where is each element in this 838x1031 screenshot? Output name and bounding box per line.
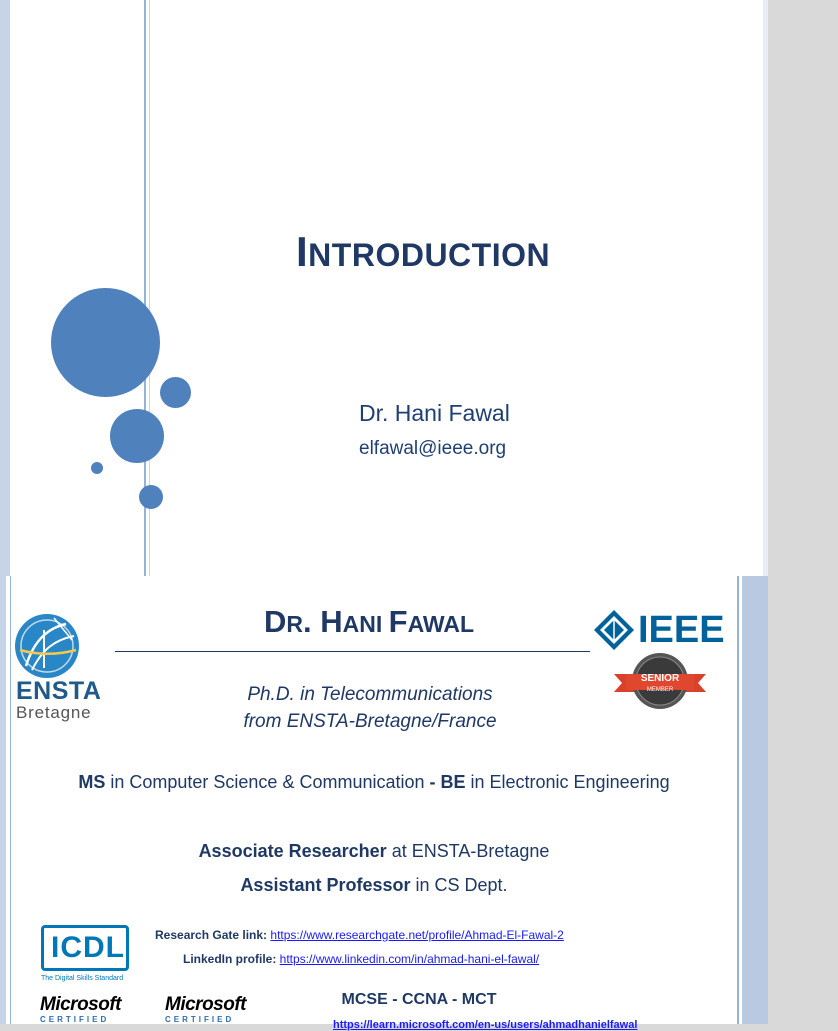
right-bar (763, 0, 768, 576)
icdl-tagline: The Digital Skills Standard (41, 975, 124, 982)
decor-circle-tiny (91, 462, 103, 474)
ensta-logo-text: ENSTA (16, 677, 102, 705)
title-underline (115, 651, 590, 652)
microsoft-logo-text: Microsoft (165, 994, 246, 1015)
slide-title: DR. HANI FAWAL (264, 604, 475, 639)
microsoft-certified-text: CERTIFIED (165, 1015, 235, 1024)
linkedin-link[interactable]: https://www.linkedin.com/in/ahmad-hani-el-fawal/ (279, 952, 540, 966)
microsoft-certified-text: CERTIFIED (40, 1015, 110, 1024)
decor-circle-medium (110, 409, 164, 463)
icdl-logo (41, 925, 135, 987)
phd-statement (210, 681, 530, 735)
degrees-line: MS in Computer Science & Communication - BE in Electronic Engineering (78, 772, 670, 792)
decor-circle-large (51, 288, 160, 397)
assistant-professor-line: Assistant Professor in CS Dept. (240, 875, 508, 895)
microsoft-learn-link[interactable]: https://learn.microsoft.com/en-us/users/ahmadhanielfawal (333, 1019, 638, 1031)
microsoft-logo-text: Microsoft (40, 994, 121, 1015)
phd-line-2: from ENSTA-Bretagne/France (243, 711, 497, 732)
senior-badge-text: SENIOR (640, 673, 680, 684)
certifications-line: MCSE - CCNA - MCT (341, 991, 497, 1008)
associate-researcher-line: Associate Researcher at ENSTA-Bretagne (198, 841, 550, 861)
icdl-logo-text: ICDL (51, 931, 125, 964)
decor-circle-small (139, 485, 163, 509)
phd-line-1: Ph.D. in Telecommunications (247, 684, 493, 705)
senior-badge-subtext: MEMBER (646, 687, 674, 693)
left-bar (0, 576, 6, 1024)
author-email: elfawal@ieee.org (359, 438, 507, 459)
bio-slide (0, 576, 768, 1031)
author-name: Dr. Hani Fawal (359, 400, 510, 426)
researchgate-line: Research Gate link: https://www.researchgate.net/profile/Ahmad-El-Fawal-2 (155, 928, 564, 942)
right-rule (737, 576, 739, 1024)
senior-member-badge-icon (612, 650, 708, 712)
researchgate-link[interactable]: https://www.researchgate.net/profile/Ahmad-El-Fawal-2 (270, 928, 564, 942)
ieee-logo-text: IEEE (638, 609, 725, 651)
slide-title: INTRODUCTION (296, 228, 551, 275)
decor-circle-right (160, 377, 191, 408)
linkedin-line: LinkedIn profile: https://www.linkedin.com/in/ahmad-hani-el-fawal/ (183, 952, 540, 966)
left-rule (10, 576, 11, 1024)
right-bar (742, 576, 768, 1024)
left-bar (0, 0, 10, 576)
ensta-logo-subtext: Bretagne (16, 703, 92, 722)
